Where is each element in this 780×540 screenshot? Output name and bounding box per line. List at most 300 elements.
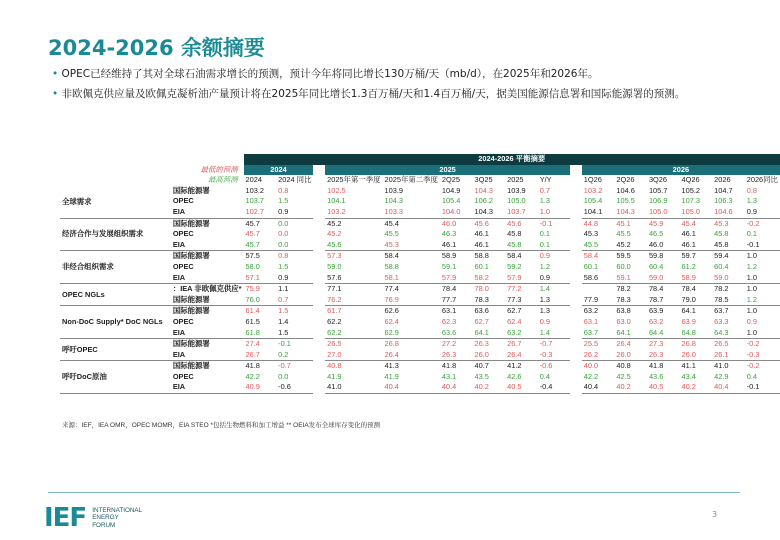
spacer: [313, 382, 325, 393]
table-cell: 77.1: [327, 284, 342, 294]
table-cell: 0.9: [539, 316, 550, 326]
table-cell: 63.7: [714, 306, 729, 316]
table-cell: 40.2: [680, 382, 713, 393]
table-cell: 60.0: [616, 261, 631, 271]
table-cell: 41.0: [714, 361, 729, 371]
table-cell: 1.3: [539, 196, 550, 206]
table-cell: 103.2: [245, 185, 265, 195]
bullet-text: OPEC已经维持了其对全球石油需求增长的预测，预计今年将同比增长130万桶/天（mb/d），在2025年和2026年。: [61, 68, 599, 80]
table-cell: 76.0: [244, 295, 277, 306]
table-cell: 45.1: [616, 218, 631, 228]
table-cell: 59.0: [647, 273, 680, 284]
table-cell: 64.4: [647, 328, 680, 339]
spacer: [313, 186, 325, 197]
table-cell: 104.3: [474, 185, 493, 195]
table-cell: 0.9: [538, 273, 570, 284]
table-cell: 104.1: [327, 196, 346, 206]
table-cell: 40.5: [647, 382, 680, 393]
row-source: 国际能源署: [172, 251, 210, 261]
table-cell: 26.8: [681, 339, 696, 349]
year-header: 2026: [582, 165, 780, 176]
page-title: 2024-2026 余额摘要: [48, 36, 265, 60]
table-cell: 40.4: [712, 382, 745, 393]
table-cell: 58.2: [473, 273, 506, 284]
table-cell: 1.4: [539, 284, 550, 294]
table-cell: 63.9: [648, 306, 664, 316]
table-cell: 104.6: [616, 185, 635, 195]
table-cell: 64.1: [614, 328, 647, 339]
table-cell: 45.7: [244, 240, 277, 251]
spacer: [570, 339, 582, 350]
spacer: [570, 165, 582, 176]
row-source: EIA: [171, 328, 244, 339]
table-cell: 64.3: [712, 328, 745, 339]
table-row: [60, 218, 780, 229]
row-source: 国际能源署: [172, 185, 210, 195]
table-cell: [60, 154, 171, 165]
table-cell: 45.7: [245, 218, 260, 228]
table-cell: 102.5: [327, 185, 346, 195]
spacer: [313, 175, 325, 186]
table-cell: 78.3: [614, 295, 647, 306]
row-category: 经济合作与发展组织需求: [60, 218, 171, 251]
table-cell: 46.1: [680, 240, 713, 251]
table-cell: 104.3: [384, 196, 403, 206]
table-cell: 0.2: [276, 350, 313, 361]
table-cell: -0.2: [746, 361, 760, 371]
table-cell: 26.7: [507, 339, 522, 349]
table-cell: 77.7: [440, 295, 473, 306]
table-cell: 104.3: [473, 207, 506, 218]
table-cell: 26.3: [647, 350, 680, 361]
table-cell: -0.1: [539, 218, 553, 228]
footer-divider: [48, 492, 740, 493]
table-cell: 46.0: [441, 218, 457, 228]
column-header: 2026同比: [746, 175, 778, 185]
table-cell: -0.3: [538, 350, 570, 361]
table-cell: 1.5: [278, 261, 289, 271]
table-cell: 61.4: [245, 306, 260, 316]
table-cell: 58.9: [441, 251, 457, 261]
table-cell: 57.9: [440, 273, 473, 284]
table-cell: 41.9: [384, 371, 399, 381]
table-cell: 1.5: [278, 306, 289, 316]
row-source: OPEC: [172, 371, 194, 381]
column-header: 1Q26: [583, 175, 602, 185]
table-cell: 45.6: [325, 240, 382, 251]
ief-logo: [44, 503, 142, 533]
spacer: [313, 317, 325, 328]
table-cell: 59.7: [681, 251, 696, 261]
table-cell: 62.4: [507, 316, 522, 326]
table-cell: 45.4: [681, 218, 696, 228]
table-cell: 78.2: [714, 284, 729, 294]
table-cell: 40.9: [244, 382, 277, 393]
table-cell: 45.8: [714, 229, 729, 239]
spacer: [313, 165, 325, 176]
table-cell: 57.5: [245, 251, 260, 261]
row-source: 国际能源署: [172, 339, 210, 349]
table-cell: 61.7: [327, 306, 342, 316]
row-source: OPEC: [172, 261, 194, 271]
table-cell: 105.5: [616, 196, 635, 206]
bullet-item: • OPEC已经维持了其对全球石油需求增长的预测，预计今年将同比增长130万桶/天（mb/d），在2025年和2026年。: [52, 68, 599, 80]
table-cell: 1.2: [746, 261, 757, 271]
table-cell: 46.1: [681, 229, 696, 239]
table-cell: 63.9: [681, 316, 696, 326]
bullet-text: 非欧佩克供应量及欧佩克凝析油产量预计将在2025年同比增长1.3百万桶/天和1.4百万桶/天，据美国能源信息署和国际能源署的预测。: [61, 87, 686, 100]
table-cell: 105.0: [647, 207, 680, 218]
table-cell: 46.1: [473, 240, 506, 251]
spacer: [570, 361, 582, 372]
row-source: OPEC: [172, 196, 194, 206]
table-cell: 1.0: [745, 328, 780, 339]
column-header: 2025: [507, 175, 524, 185]
row-category: OPEC NGLs: [60, 284, 171, 306]
table-cell: 45.8: [507, 229, 522, 239]
table-cell: 103.3: [383, 207, 440, 218]
table-cell: 26.0: [614, 350, 647, 361]
table-cell: 1.3: [539, 306, 550, 316]
table-row: [60, 306, 780, 317]
spacer: [570, 273, 582, 284]
table-cell: 0.8: [278, 251, 289, 261]
table-cell: 26.4: [383, 350, 440, 361]
table-cell: 59.0: [712, 273, 745, 284]
table-cell: 1.5: [276, 328, 313, 339]
table-cell: 46.1: [474, 229, 489, 239]
table-cell: 26.1: [712, 350, 745, 361]
spacer: [570, 306, 582, 317]
table-cell: 40.0: [583, 361, 599, 371]
spacer: [570, 229, 582, 240]
footnote: 来源：IEF，IEA OMR，OPEC MOMR，EIA STEO *包括生物燃料和加工增益 ** OEIA发布全球库存变化的预测: [62, 422, 381, 429]
spacer: [570, 295, 582, 306]
spacer: [313, 251, 325, 262]
table-cell: 26.2: [582, 350, 615, 361]
table-cell: 45.5: [582, 240, 615, 251]
table-cell: 45.8: [505, 240, 538, 251]
table-cell: 105.4: [583, 196, 603, 206]
table-cell: 78.4: [648, 284, 664, 294]
table-cell: 77.2: [507, 284, 522, 294]
spacer: [313, 372, 325, 383]
table-cell: 27.2: [441, 339, 457, 349]
table-cell: 0.8: [746, 185, 757, 195]
table-cell: -0.7: [539, 339, 553, 349]
table-cell: 107.3: [681, 196, 701, 206]
spacer: [313, 284, 325, 295]
table-cell: 59.4: [714, 251, 729, 261]
column-header: 2025年第一季度: [327, 175, 381, 185]
table-cell: 76.9: [383, 295, 440, 306]
table-cell: 0.0: [278, 218, 289, 228]
table-cell: 78.2: [616, 284, 631, 294]
table-cell: 0.9: [276, 273, 313, 284]
table-cell: 0.1: [539, 229, 550, 239]
table-cell: -0.7: [278, 361, 291, 371]
spacer: [570, 207, 582, 218]
table-cell: -0.1: [745, 240, 780, 251]
table-cell: 63.1: [441, 306, 457, 316]
table-cell: 63.6: [474, 306, 489, 316]
spacer: [570, 240, 582, 251]
table-cell: 45.2: [327, 218, 342, 228]
table-cell: 102.7: [244, 207, 277, 218]
table-cell: 59.0: [327, 261, 342, 271]
table-cell: 1.0: [746, 284, 757, 294]
spacer: [570, 317, 582, 328]
row-category: 全球需求: [60, 186, 171, 218]
table-cell: 62.2: [325, 328, 382, 339]
table-cell: 60.4: [648, 261, 664, 271]
table-cell: 78.0: [474, 284, 489, 294]
table-cell: 46.1: [440, 240, 473, 251]
logo-mark: IEF: [44, 503, 87, 533]
table-cell: 1.2: [539, 261, 550, 271]
row-category: Non-DoC Supply* DoC NGLs: [60, 306, 171, 339]
table-cell: 58.4: [384, 251, 399, 261]
spacer: [313, 295, 325, 306]
table-cell: 104.6: [712, 207, 745, 218]
table-cell: 104.9: [441, 185, 461, 195]
bullet-list: [52, 68, 742, 107]
spacer: [570, 196, 582, 207]
table-cell: 43.6: [648, 371, 664, 381]
table-cell: 105.4: [441, 196, 461, 206]
table-cell: 104.0: [440, 207, 473, 218]
table-title: 2024-2026 平衡摘要: [244, 154, 780, 165]
table-cell: 78.4: [681, 284, 696, 294]
table-cell: 106.3: [714, 196, 733, 206]
table-cell: [582, 284, 615, 295]
table-cell: 105.2: [681, 185, 701, 195]
table-cell: 103.7: [245, 196, 265, 206]
spacer: [570, 218, 582, 229]
table-cell: 27.4: [245, 339, 260, 349]
table-cell: 45.9: [648, 218, 664, 228]
table-cell: 103.9: [507, 185, 526, 195]
table-cell: 1.4: [538, 328, 570, 339]
table-cell: 26.3: [440, 350, 473, 361]
table-cell: 40.4: [582, 382, 615, 393]
table-cell: 41.8: [648, 361, 664, 371]
table-cell: 42.6: [507, 371, 522, 381]
page-number: 3: [712, 510, 718, 519]
row-source: EIA: [171, 240, 244, 251]
spacer: [313, 339, 325, 350]
table-cell: 42.2: [583, 371, 599, 381]
column-header: 3Q26: [648, 175, 668, 185]
table-cell: 43.1: [441, 371, 457, 381]
table-cell: 0.4: [746, 371, 757, 381]
table-cell: 105.0: [680, 207, 713, 218]
row-source: OPEC: [172, 316, 194, 326]
table-cell: 1.4: [278, 316, 289, 326]
table-cell: 0.9: [539, 251, 550, 261]
table-cell: 0.9: [745, 207, 780, 218]
table-cell: -0.4: [538, 382, 570, 393]
column-header: 4Q26: [681, 175, 700, 185]
row-source: ：IEA 非欧佩克供应*: [172, 284, 242, 294]
table-cell: 1.5: [278, 196, 289, 206]
table-cell: 0.1: [746, 229, 757, 239]
table-cell: 104.3: [614, 207, 647, 218]
table-cell: 0.7: [539, 185, 550, 195]
spacer: [313, 361, 325, 372]
table-cell: 103.2: [325, 207, 382, 218]
table-cell: 62.9: [383, 328, 440, 339]
table-cell: 58.0: [245, 261, 260, 271]
table-cell: 0.9: [746, 316, 757, 326]
table-cell: 25.5: [583, 339, 599, 349]
table-cell: 40.2: [473, 382, 506, 393]
table-cell: 103.7: [505, 207, 538, 218]
table-cell: 106.2: [474, 196, 493, 206]
table-cell: 63.1: [583, 316, 599, 326]
table-cell: 41.2: [507, 361, 522, 371]
table-cell: 63.2: [505, 328, 538, 339]
table-cell: 78.7: [647, 295, 680, 306]
table-row: [60, 284, 780, 295]
spacer: [570, 175, 582, 186]
table-cell: [171, 154, 244, 165]
row-source: 国际能源署: [172, 361, 210, 371]
table-cell: 78.5: [712, 295, 745, 306]
table-cell: 26.0: [680, 350, 713, 361]
column-header: Y/Y: [539, 175, 552, 185]
table-cell: 62.7: [507, 306, 522, 316]
table-cell: 1.0: [538, 207, 570, 218]
table-cell: 62.7: [474, 316, 489, 326]
table-cell: 63.2: [583, 306, 599, 316]
table-cell: 40.7: [474, 361, 489, 371]
table-cell: 1.0: [746, 306, 757, 316]
table-cell: 44.8: [583, 218, 599, 228]
table-cell: 58.4: [583, 251, 599, 261]
table-cell: -0.1: [278, 339, 291, 349]
table-cell: 1.0: [746, 251, 757, 261]
table-cell: 26.5: [327, 339, 342, 349]
table-cell: 41.0: [325, 382, 382, 393]
table-cell: 1.1: [278, 284, 289, 294]
table-cell: 45.2: [327, 229, 342, 239]
year-header: 2025: [325, 165, 570, 176]
table-cell: 1.3: [538, 295, 570, 306]
table-cell: 59.2: [507, 261, 522, 271]
table-cell: 62.6: [384, 306, 399, 316]
table-cell: 43.5: [474, 371, 489, 381]
table-cell: 46.5: [648, 229, 664, 239]
table-cell: 26.4: [616, 339, 631, 349]
table-cell: 59.1: [614, 273, 647, 284]
spacer: [313, 262, 325, 273]
spacer: [313, 229, 325, 240]
table-cell: 45.5: [616, 229, 631, 239]
table-cell: 45.3: [714, 218, 729, 228]
table-cell: 27.3: [648, 339, 664, 349]
table-cell: 57.3: [327, 251, 342, 261]
table-cell: 41.8: [245, 361, 260, 371]
row-source: OPEC: [172, 229, 194, 239]
table-cell: 61.5: [245, 316, 260, 326]
table-cell: 46.0: [647, 240, 680, 251]
table-cell: 0.8: [278, 185, 289, 195]
table-cell: 60.1: [474, 261, 489, 271]
column-header: 2Q25: [441, 175, 460, 185]
table-cell: 0.0: [276, 240, 313, 251]
table-cell: -0.1: [745, 382, 780, 393]
spacer: [313, 328, 325, 339]
row-category: 呼吁OPEC: [60, 339, 171, 361]
spacer: [313, 207, 325, 218]
table-cell: 61.2: [681, 261, 696, 271]
table-cell: 75.9: [245, 284, 260, 294]
spacer: [313, 218, 325, 229]
row-source: EIA: [171, 382, 244, 393]
row-source: 国际能源署: [172, 218, 210, 228]
table-cell: 27.0: [325, 350, 382, 361]
table-cell: 45.3: [383, 240, 440, 251]
column-header: 2Q26: [616, 175, 635, 185]
table-cell: 45.4: [384, 218, 399, 228]
row-source: EIA: [171, 207, 244, 218]
table-cell: 63.7: [582, 328, 615, 339]
table-cell: 1.2: [745, 295, 780, 306]
table-cell: 59.8: [648, 251, 664, 261]
logo-text: INTERNATIONAL ENERGY FORUM: [92, 506, 143, 529]
table-cell: 77.4: [384, 284, 399, 294]
table-cell: 58.9: [680, 273, 713, 284]
table-cell: 45.6: [507, 218, 522, 228]
table-cell: 62.2: [327, 316, 342, 326]
table-row: [60, 251, 780, 262]
table-cell: 26.5: [714, 339, 729, 349]
table-cell: 41.9: [327, 371, 342, 381]
spacer: [313, 196, 325, 207]
table-cell: 42.2: [245, 371, 260, 381]
spacer: [313, 240, 325, 251]
table-cell: 42.9: [714, 371, 729, 381]
table-cell: 64.1: [681, 306, 696, 316]
table-cell: -0.2: [746, 339, 760, 349]
table-cell: 105.7: [648, 185, 668, 195]
table-cell: 63.3: [714, 316, 729, 326]
table-cell: 46.3: [441, 229, 457, 239]
table-cell: 63.2: [648, 316, 664, 326]
table-cell: -0.6: [276, 382, 313, 393]
table-cell: 78.4: [441, 284, 457, 294]
legend-high-forecast: 最高预测: [207, 175, 238, 185]
table-cell: 0.0: [278, 371, 289, 381]
table-cell: 57.1: [244, 273, 277, 284]
table-cell: 58.8: [384, 261, 399, 271]
spacer: [570, 350, 582, 361]
spacer: [570, 284, 582, 295]
table-cell: 57.6: [325, 273, 382, 284]
table-cell: 57.9: [505, 273, 538, 284]
table-cell: 58.8: [474, 251, 489, 261]
table-cell: 45.8: [712, 240, 745, 251]
year-header: 2024: [244, 165, 314, 176]
table-cell: -0.3: [745, 350, 780, 361]
column-header: 2025年第二季度: [384, 175, 438, 185]
table-cell: 40.8: [616, 361, 631, 371]
table-cell: 105.0: [507, 196, 526, 206]
table-cell: 41.3: [384, 361, 399, 371]
spacer: [570, 372, 582, 383]
table-cell: 43.4: [681, 371, 696, 381]
